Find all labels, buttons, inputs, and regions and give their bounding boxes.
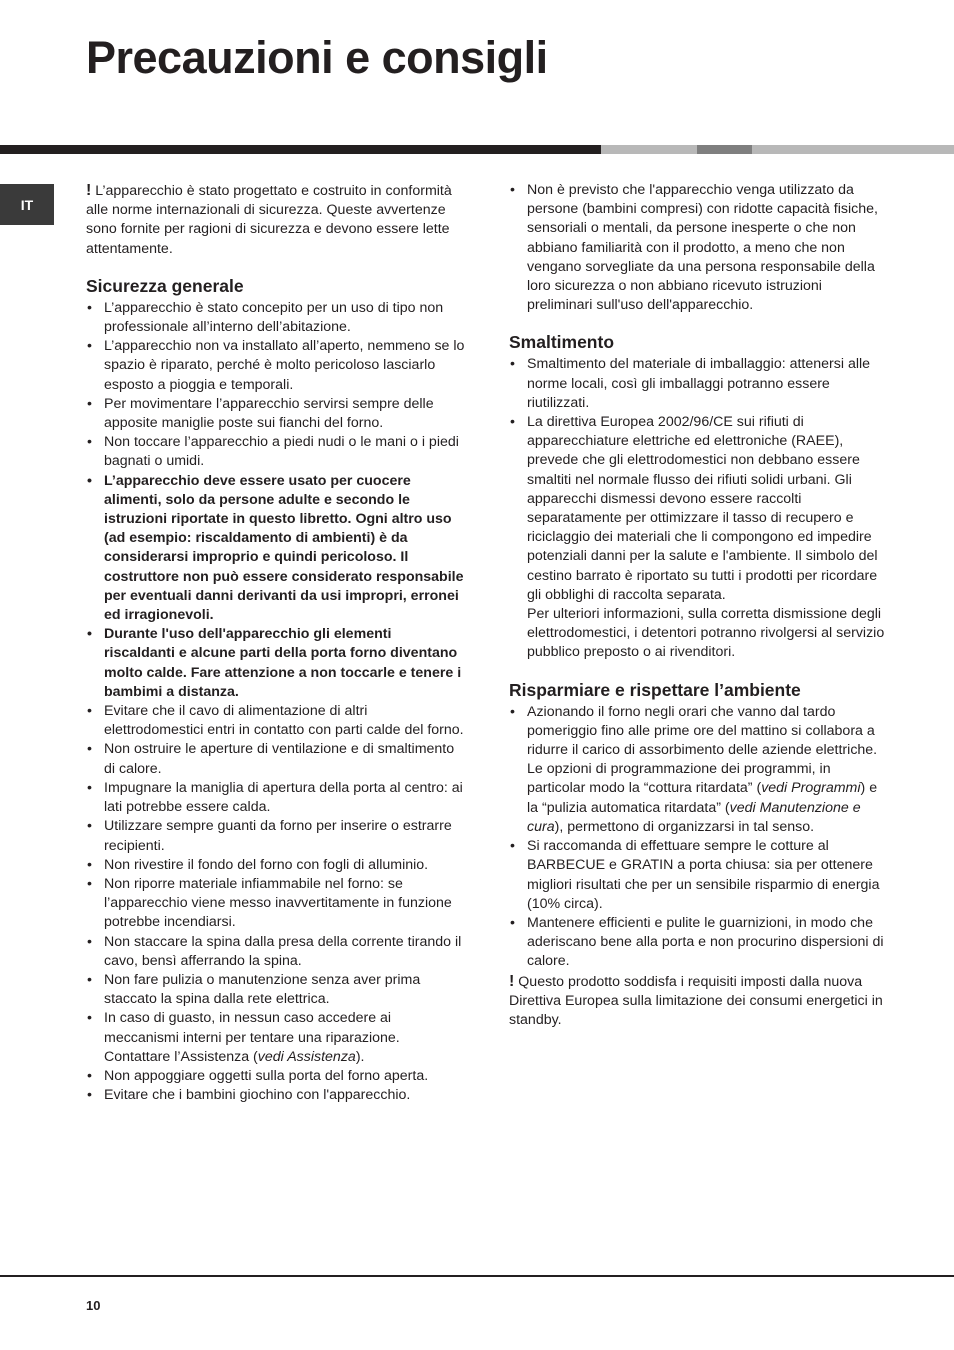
list-item-assistenza — [86, 1009, 466, 1067]
list-item: • Non toccare l’apparecchio a piedi nudi o le mani o i piedi bagnati o umidi. — [86, 433, 466, 471]
standby-note — [509, 972, 887, 1031]
header-bar-dark — [0, 145, 601, 154]
intro-text: L’apparecchio è stato progettato e costruito in conformità alle norme internazionali di sicurezza. Queste avvertenze sono fornite per ragioni di sicurezza e devono essere lette attentamente. — [86, 183, 452, 257]
list-item-bold-heat: • Durante l'uso dell'apparecchio gli elementi riscaldanti e alcune parti della porta forno diventano molto calde. Fare attenzione a non toccarle e tenere i bambimi a distanza. — [86, 625, 466, 702]
list-item-bold-usage: • L’apparecchio deve essere usato per cuocere alimenti, solo da persone adulte e secondo le istruzioni riportate in questo libretto. Ogni altro uso (ad esempio: riscaldamento di ambienti) è da considerarsi improprio e quindi pericoloso. Il costruttore non può essere considerato responsabile per eventuali danni derivanti da usi impropri, erronei ed irragionevoli. — [86, 472, 466, 626]
warning-mark: ! — [86, 182, 92, 199]
list-item-raee — [509, 413, 887, 663]
list-item: • L’apparecchio è stato concepito per un uso di tipo non professionale all’interno dell’abitazione. — [86, 299, 466, 337]
list-item: • Non rivestire il fondo del forno con fogli di alluminio. — [86, 856, 466, 875]
persons-list — [509, 181, 887, 315]
list-item: • Per movimentare l’apparecchio servirsi sempre delle apposite maniglie poste sui fianchi del forno. — [86, 395, 466, 433]
section-heading-smaltimento: Smaltimento — [509, 332, 615, 353]
header-bar-mid — [697, 145, 752, 154]
list-item-programming — [509, 703, 887, 837]
list-item: • Non ostruire le aperture di ventilazione e di smaltimento di calore. — [86, 740, 466, 778]
footer-rule — [0, 1275, 954, 1277]
header-bar-light-1 — [601, 145, 697, 154]
smaltimento-list — [509, 355, 887, 662]
page-title: Precauzioni e consigli — [86, 32, 548, 83]
list-item: • L’apparecchio non va installato all’aperto, nemmeno se lo spazio è riparato, perché è molto pericoloso lasciarlo esposto a pioggia e temporali. — [86, 337, 466, 395]
list-item: • Evitare che i bambini giochino con l'apparecchio. — [86, 1086, 466, 1105]
language-tab: IT — [0, 184, 54, 225]
intro-paragraph — [86, 181, 466, 259]
list-item: • Non è previsto che l'apparecchio venga utilizzato da persone (bambini compresi) con ridotte capacità fisiche, sensoriali o mentali, da persone inesperte o che non abbiano familiarità con il prodotto, a meno che non vengano sorvegliate da una persona responsabile della loro sicurezza o non abbiano ricevuto istruzioni preliminari sull'uso dell'apparecchio. — [509, 181, 887, 315]
right-column — [509, 181, 887, 1030]
raee-text: La direttiva Europea 2002/96/CE sui rifiuti di apparecchiature elettriche ed elettroniche (RAEE), prevede che gli elettrodomestici non debbano essere smaltiti nel normale flusso dei rifiuti solidi urbani. Gli apparecchi dismessi devono essere raccolti separatamente per ottimizzare il tasso di recupero e riciclaggio dei materiali che li compongono ed impedire potenziali danni per la salute e l'ambiente. Il simbolo del cestino barrato è riportato su tutti i prodotti per ricordare gli obblighi di raccolta separata. — [527, 414, 878, 603]
list-item: • Smaltimento del materiale di imballaggio: attenersi alle norme locali, così gli imballaggi potranno essere riutilizzati. — [509, 355, 887, 413]
risparmio-text-a: Azionando il forno negli orari che vanno dal tardo pomeriggio fino alle prime ore del mattino si collabora a ridurre il carico di assorbimento delle aziende elettriche. Le opzioni di programmazione dei programmi, in particolar modo la “cottura ritardata” ( — [527, 703, 878, 797]
section-heading-sicurezza: Sicurezza generale — [86, 275, 244, 296]
programmi-reference: vedi Programmi — [761, 780, 861, 797]
list-item: • Impugnare la maniglia di apertura della porta al centro: ai lati potrebbe essere calda. — [86, 779, 466, 817]
page-number: 10 — [86, 1298, 101, 1313]
risparmio-text-b: ) e la “pulizia automatica ritardata” ( — [527, 780, 878, 816]
list-item: • Mantenere efficienti e pulite le guarnizioni, in modo che aderiscano bene alla porta e non procurino dispersioni di calore. — [509, 914, 887, 972]
standby-note-text: Questo prodotto soddisfa i requisiti imposti dalla nuova Direttiva Europea sulla limitazione dei consumi energetici in standby. — [509, 973, 883, 1028]
raee-continuation: Per ulteriori informazioni, sulla corretta dismissione degli elettrodomestici, i detentori potranno rivolgersi al servizio pubblico preposto o ai rivenditori. — [527, 606, 885, 661]
left-column — [86, 181, 466, 1121]
list-item: • Non fare pulizia o manutenzione senza aver prima staccato la spina dalla rete elettrica. — [86, 971, 466, 1009]
list-item: • Evitare che il cavo di alimentazione di altri elettrodomestici entri in contatto con parti calde del forno. — [86, 702, 466, 740]
manutenzione-reference: vedi Manutenzione e cura — [527, 799, 861, 835]
risparmio-text-c: ), permettono di organizzarsi in tal senso. — [554, 818, 815, 835]
list-item: • Non appoggiare oggetti sulla porta del forno aperta. — [86, 1067, 466, 1086]
list-item: • Non staccare la spina dalla presa della corrente tirando il cavo, bensì afferrando la spina. — [86, 933, 466, 971]
warning-mark: ! — [509, 972, 515, 990]
assist-reference: vedi Assistenza — [257, 1048, 356, 1065]
list-item: • Si raccomanda di effettuare sempre le cotture al BARBECUE e GRATIN a porta chiusa: sia per ottenere migliori risultati che per un sensibile risparmio di energia (10% circa). — [509, 837, 887, 914]
sicurezza-list — [86, 299, 466, 1106]
risparmio-list — [509, 703, 887, 972]
list-item: • Utilizzare sempre guanti da forno per inserire o estrarre recipienti. — [86, 817, 466, 855]
header-bar-light-2 — [752, 145, 954, 154]
assist-text-after: ). — [355, 1048, 365, 1065]
assist-text-before: In caso di guasto, in nessun caso accedere ai meccanismi interni per tentare una riparazione. Contattare l’Assistenza ( — [104, 1010, 400, 1065]
section-heading-risparmio: Risparmiare e rispettare l’ambiente — [509, 679, 801, 700]
list-item: • Non riporre materiale infiammabile nel forno: se l’apparecchio viene messo inavvertitamente in funzione potrebbe incendiarsi. — [86, 875, 466, 933]
